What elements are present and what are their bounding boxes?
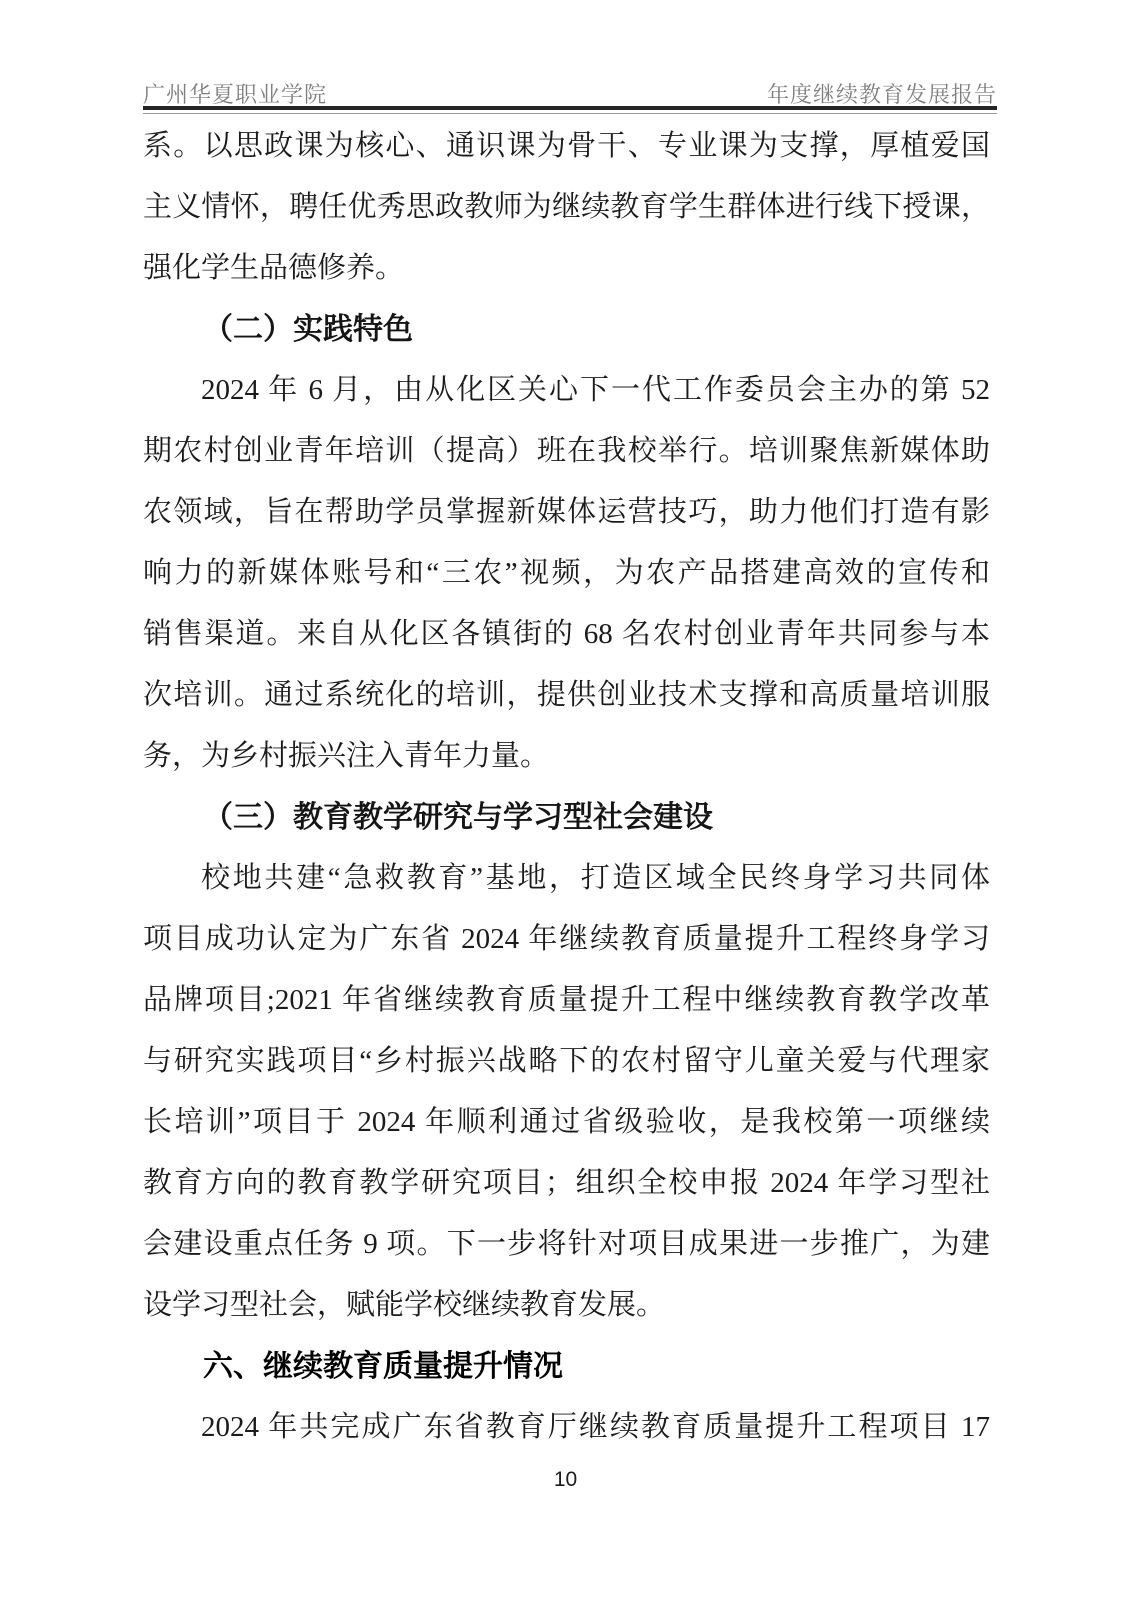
text-line: 农领域，旨在帮助学员掌握新媒体运营技巧，助力他们打造有影 [143,496,990,528]
text-line: 2024 年 6 月，由从化区关心下一代工作委员会主办的第 52 [201,374,990,406]
header-right-text: 年度继续教育发展报告 [766,82,997,107]
text-line: 务，为乡村振兴注入青年力量。 [143,740,550,772]
section-heading: 六、继续教育质量提升情况 [203,1350,563,1383]
text-line: 主义情怀，聘任优秀思政教师为继续教育学生群体进行线下授课， [143,191,990,223]
text-line: 会建设重点任务 9 项。下一步将针对项目成果进一步推广，为建 [143,1228,990,1260]
text-line: 长培训”项目于 2024 年顺利通过省级验收，是我校第一项继续 [143,1106,990,1138]
page-header [143,78,997,109]
text-line: 2024 年共完成广东省教育厅继续教育质量提升工程项目 17 [201,1411,990,1443]
text-line: 教育方向的教育教学研究项目；组织全校申报 2024 年学习型社 [143,1167,990,1199]
page-number: 10 [553,1468,578,1491]
text-line: 校地共建“急救教育”基地，打造区域全民终身学习共同体 [201,862,990,894]
text-line: 品牌项目;2021 年省继续教育质量提升工程中继续教育教学改革 [143,984,990,1016]
subsection-heading: （二）实践特色 [203,313,413,346]
header-rule [143,106,997,114]
text-line: 与研究实践项目“乡村振兴战略下的农村留守儿童关爱与代理家 [143,1045,990,1077]
text-line: 期农村创业青年培训（提高）班在我校举行。培训聚焦新媒体助 [143,435,990,467]
text-line: 强化学生品德修养。 [143,252,405,284]
text-line: 响力的新媒体账号和“三农”视频，为农产品搭建高效的宣传和 [143,557,990,589]
text-line: 设学习型社会，赋能学校继续教育发展。 [143,1289,666,1321]
header-left-text: 广州华夏职业学院 [143,82,328,107]
text-line: 系。以思政课为核心、通识课为骨干、专业课为支撑，厚植爱国 [143,130,990,162]
text-line: 次培训。通过系统化的培训，提供创业技术支撑和高质量培训服 [143,679,990,711]
text-line: 销售渠道。来自从化区各镇街的 68 名农村创业青年共同参与本 [143,618,990,650]
text-line: 项目成功认定为广东省 2024 年继续教育质量提升工程终身学习 [143,923,990,955]
subsection-heading: （三）教育教学研究与学习型社会建设 [203,801,713,834]
document-body [143,116,990,1458]
